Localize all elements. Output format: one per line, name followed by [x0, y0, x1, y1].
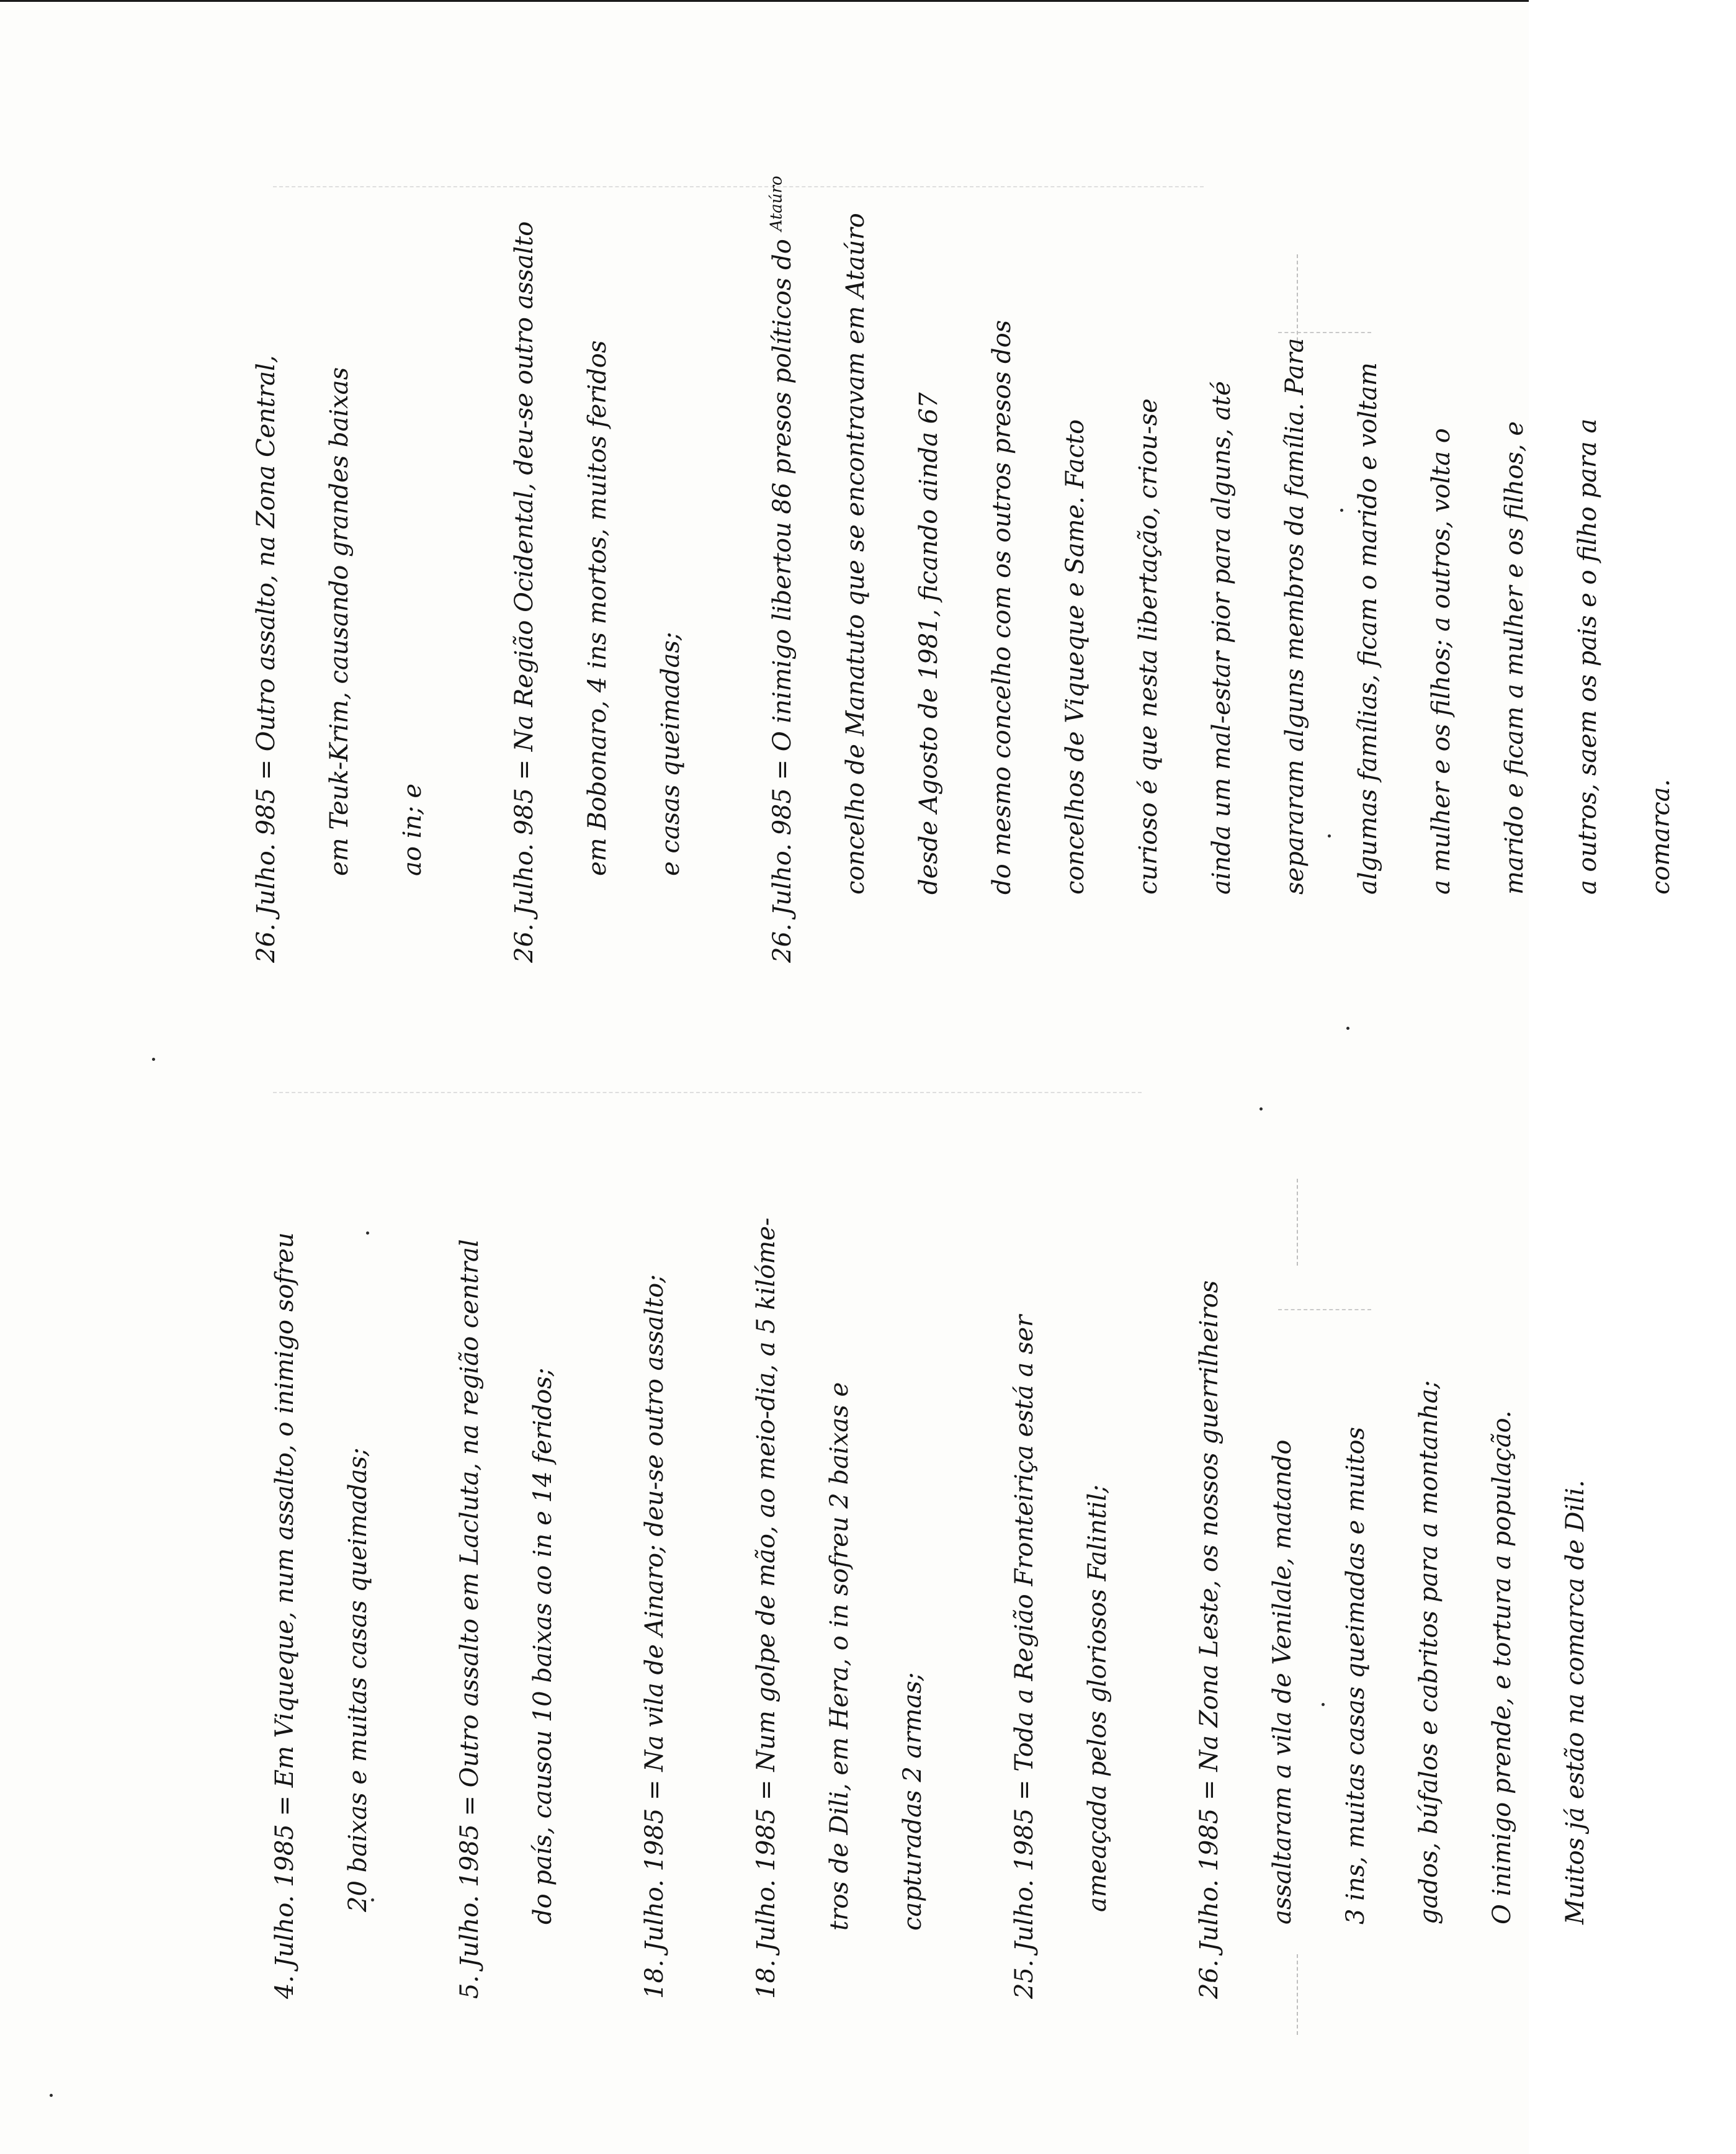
entry-line: 26. Julho. 985 = Outro assalto, na Zona Central, — [252, 355, 280, 963]
entry-line: do mesmo concelho com os outros presos dos — [988, 320, 1016, 895]
entry-line: tros de Dili, em Hera, o in sofreu 2 baixas e — [825, 1382, 854, 1931]
entry-line: desde Agosto de 1981, ficando ainda 67 — [915, 392, 943, 895]
entry-line: separaram alguns membros da família. Para — [1281, 337, 1309, 895]
entry-line — [746, 63, 819, 963]
entry-line: 4. Julho. 1985 = Em Viqueque, num assalto, o inimigo sofreu — [271, 1232, 299, 1999]
entry-line: 5. Julho. 1985 = Outro assalto em Lacluta, na região central — [455, 1239, 484, 1999]
diary-entry — [730, 1099, 949, 1999]
entry-line: ameaçada pelos gloriosos Falintil; — [1083, 1485, 1112, 1912]
entry-line: em Bobonaro, 4 ins mortos, muitos feridos — [583, 340, 612, 876]
diary-entry — [618, 1099, 691, 1999]
entry-line: concelhos de Viqueque e Same. Facto — [1061, 419, 1089, 895]
entry-line: 18. Julho. 1985 = Na vila de Ainaro; deu-se outro assalto; — [640, 1274, 669, 1999]
entry-line: comarca. — [1647, 779, 1675, 895]
right-column — [230, 63, 1736, 963]
entry-line: do país, causou 10 baixas ao in e 14 feridos; — [529, 1367, 557, 1924]
entry-line: a outros, saem os pais e o filho para a — [1573, 418, 1602, 895]
entry-line: capturadas 2 armas; — [898, 1672, 927, 1931]
diary-entry — [1173, 1099, 1612, 1999]
entry-line: gados, búfalos e cabritos para a montanha; — [1415, 1380, 1443, 1924]
diary-entry — [433, 1099, 579, 1999]
diary-entry — [988, 1099, 1134, 1999]
entry-line: assaltaram a vila de Venilale, matando — [1268, 1439, 1297, 1924]
entry-line: 25. Julho. 1985 = Toda a Região Fronteiriça está a ser — [1010, 1315, 1039, 1999]
diary-entry — [746, 63, 1698, 963]
entry-line-text: 26. Julho. 985 = O inimigo libertou 86 presos políticos do — [768, 239, 797, 963]
entry-line: 26. Julho. 985 = Na Região Ocidental, deu-se outro assalto — [510, 221, 539, 963]
entry-line: 20 baixas e muitas casas queimadas; — [344, 1447, 372, 1912]
entry-line: marido e ficam a mulher e os filhos, e — [1500, 421, 1529, 895]
entry-line: e casas queimadas; — [656, 632, 685, 876]
entry-line: em Teuk-Krim, causando grandes baixas — [325, 367, 354, 876]
entry-line: algumas famílias, ficam o marido e voltam — [1354, 362, 1382, 895]
diary-entry — [488, 63, 707, 963]
left-column — [248, 1099, 1650, 1999]
marginal-note: Ataúro — [767, 176, 786, 231]
diary-entry — [248, 1099, 395, 1999]
entry-line: Muitos já estão na comarca de Dili. — [1561, 1480, 1590, 1924]
entry-line: ainda um mal-estar pior para alguns, até — [1207, 381, 1236, 895]
entry-line: a mulher e os filhos; a outros, volta o — [1427, 428, 1456, 895]
entry-line: 3 ins, muitas casas queimadas e muitos — [1341, 1426, 1370, 1924]
entry-line: curioso é que nesta libertação, criou-se — [1134, 398, 1163, 895]
entry-line: O inimigo prende, e tortura a população. — [1488, 1410, 1516, 1924]
entry-line: concelho de Manatuto que se encontravam em Ataúro — [841, 213, 870, 895]
entry-line: ao in; e — [398, 783, 427, 876]
entry-line: 26. Julho. 1985 = Na Zona Leste, os nossos guerrilheiros — [1195, 1280, 1224, 1999]
entry-line: 18. Julho. 1985 = Num golpe de mão, ao meio-dia, a 5 kilóme- — [752, 1217, 781, 1999]
diary-entry — [230, 63, 449, 963]
